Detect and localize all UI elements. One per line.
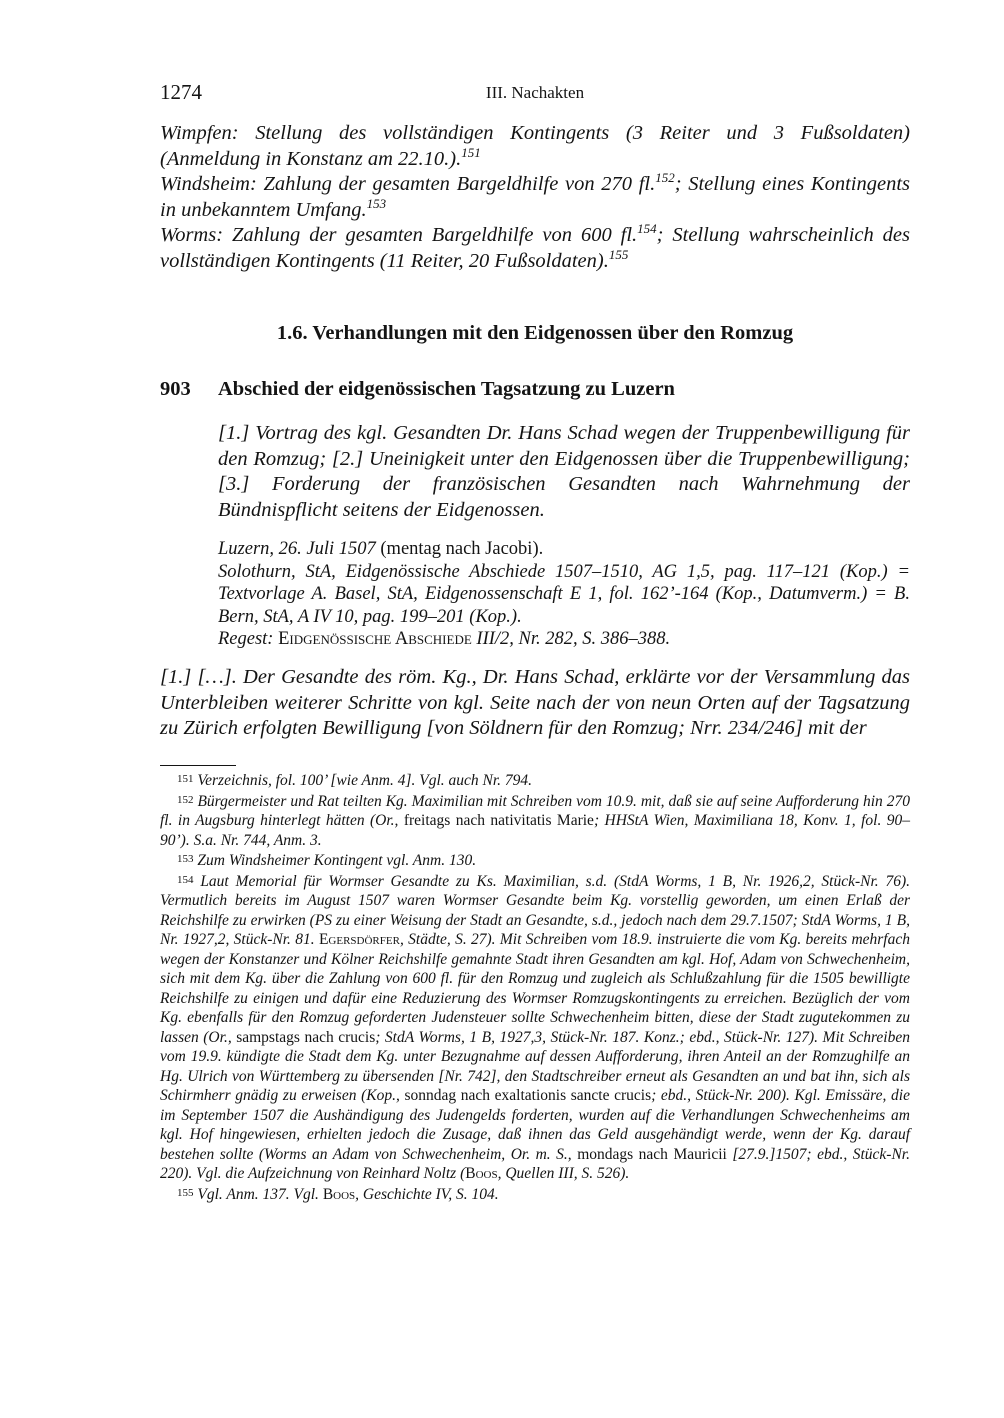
footnote-number: 152 [177, 793, 194, 806]
regest-rest: III/2, Nr. 282, S. 386–388. [471, 629, 671, 649]
date-line [218, 538, 910, 561]
footnote-ref[interactable]: 153 [366, 195, 387, 211]
entry-text: Worms: Zahlung der gesamten Bargeldhilfe von 600 fl. [160, 224, 638, 246]
footnote-quote: sonndag nach exaltationis sancte crucis [404, 1087, 652, 1104]
footnote-154 [160, 871, 910, 1184]
document-number: 903 [160, 378, 191, 400]
footnote-text: , Quellen III, S. 526). [497, 1165, 630, 1182]
entry-worms [160, 223, 910, 274]
document-summary: [1.] Vortrag des kgl. Gesandten Dr. Hans Schad wegen der Truppenbewilligung für den Romzug; [2.] Uneinigkeit unter den Eidgenossen über die Truppenbewilligung; [3.] Forderung der französischen Gesandten nach Wahrnehmung der Bündnispflicht seitens der Eidgenossen. [218, 422, 910, 521]
footnote-number: 153 [177, 853, 194, 865]
footnote-ref[interactable]: 154 [637, 221, 657, 237]
footnote-text: ; ebd., Stück-Nr. 200). Kgl. Emissäre, die im September 1507 die Aushändigung des Judengelds forderten, wurden auf die Verhandlungen Schwechenheims am kgl. Hof hingewiesen, erhielten jedoch die Zusage, daß ihnen das Geld ausgehändigt werde, wenn der Kg. darauf bestehen sollte (Worms an Adam von Schwechenheim, Or. m. S., [160, 1087, 910, 1163]
footnote-divider [160, 765, 236, 766]
city-entries [160, 121, 910, 274]
entry-text: Wimpfen: Stellung des vollständigen Kontingents (3 Reiter und 3 Fußsoldaten) (Anmeldung in Konstanz am 22.10.). [160, 122, 910, 170]
footnote-text: Vgl. Anm. 137. Vgl. [197, 1185, 323, 1203]
date-extra: (mentag nach Jacobi). [375, 539, 544, 559]
document-body: [1.] […]. Der Gesandte des röm. Kg., Dr. Hans Schad, erklärte vor der Versammlung das Unterbleiben weiterer Schritte von kgl. Seite nach der von neun Orten auf der Tagsatzung zu Zürich erfolgten Bewilligung [von Söldnern für den Romzug; Nrr. 234/246] mit der [160, 666, 910, 739]
footnote-quote: mondags nach Mauricii [577, 1145, 727, 1163]
source-apparatus [218, 538, 910, 651]
footnotes [160, 770, 910, 1204]
footnote-number: 151 [177, 773, 194, 785]
footnote-author: Egersdörfer [318, 931, 400, 948]
footnote-ref[interactable]: 151 [461, 144, 481, 160]
footnote-153 [160, 850, 910, 871]
footnote-text: Laut Memorial für Wormser Gesandte zu Ks. Maximilian, s.d. (StdA Worms, 1 B, Nr. 1926,2, Stück-Nr. 76). Vermutlich bereits im August 1507 waren Wormser Gesandte beim Kg. vorstellig geworden, um einen Erlaß der Reichshilfe zu erwirken (PS zu einer Weisung der Stadt an Gesandte, s.d., jedoch nach dem 29.7.1507; StdA Worms, 1 B, Nr. 1927,2, Stück-Nr. 81. [160, 872, 911, 948]
section-title: 1.6. Verhandlungen mit den Eidgenossen über den Romzug [276, 322, 794, 344]
footnote-text: , Städte, S. 27). Mit Schreiben vom 18.9. instruierte die vom Kg. bereits mehrfach wegen der Konstanzer und Kölner Reichshilfe gemahnte Stadt ihren Gesandten am kgl. Hof, Adam von Schwechenheim, sich mit dem Kg. über die Zahlung von 600 fl. für den Romzug und zugleich als Schlußzahlung für die 1505 bewilligte Reichshilfe zu einigen und dafür eine Reduzierung des Wormser Romzugskontingents zu erreichen. Bezüglich der vom Kg. ebenfalls für den Romzug geforderten Judensteuer sollte Schwechenheim bitten, diese der Stadt zugutekommen zu lassen (Or., [160, 931, 910, 1046]
footnote-text: Zum Windsheimer Kontingent vgl. Anm. 130. [197, 852, 477, 869]
footnote-text: Bürgermeister und Rat teilten Kg. Maximilian mit Schreiben vom 10.9. mit, daß sie auf seine Aufforderung hin 270 fl. in Augsburg hinterlegt hätten (Or., [160, 792, 910, 829]
page-number: 1274 [160, 80, 202, 104]
running-title: III. Nachakten [485, 83, 585, 102]
regest-work: Eidgenössische Abschiede [278, 629, 472, 649]
footnote-ref[interactable]: 152 [655, 170, 675, 186]
footnote-text: , Geschichte IV, S. 104. [355, 1185, 499, 1203]
document-heading [160, 378, 910, 401]
date-place: Luzern, 26. Juli 1507 [218, 539, 376, 559]
footnote-155 [160, 1184, 910, 1205]
entry-text: ; Stellung wahrscheinlich des vollständigen Kontingents (11 Reiter, 20 Fußsoldaten). [160, 224, 910, 272]
footnote-text: Verzeichnis, fol. 100’ [wie Anm. 4]. Vgl. auch Nr. 794. [197, 772, 533, 789]
footnote-author: Boos [322, 1185, 356, 1203]
footnote-ref[interactable]: 155 [608, 246, 629, 262]
footnote-number: 154 [177, 873, 194, 886]
entry-wimpfen [160, 121, 910, 172]
footnote-quote: freitags nach nativitatis Marie [403, 812, 594, 829]
footnote-151 [160, 770, 910, 791]
regest-line [218, 628, 910, 651]
entry-text: ; Stellung eines Kontingents in unbekanntem Umfang. [160, 173, 910, 221]
regest-label: Regest: [218, 629, 274, 649]
entry-text: Windsheim: Zahlung der gesamten Bargeldhilfe von 270 fl. [160, 173, 656, 195]
footnote-152 [160, 791, 910, 851]
footnote-text: [27.9.]1507; ebd., Stück-Nr. 220). Vgl. die Aufzeichnung von Reinhard Noltz ( [160, 1145, 910, 1182]
source-line: Solothurn, StA, Eidgenössische Abschiede 1507–1510, AG 1,5, pag. 117–121 (Kop.) = Textvorlage A. Basel, StA, Eidgenossenschaft E 1, fol. 162’-164 (Kop., Datumverm.) = B. Bern, StA, A IV 10, pag. 199–201 (Kop.). [218, 561, 910, 627]
footnote-text: ; HHStA Wien, Maximiliana 18, Konv. 1, fol. 90–90’). S.a. Nr. 744, Anm. 3. [160, 812, 910, 849]
footnote-text: ; StdA Worms, 1 B, 1927,3, Stück-Nr. 187. Konz.; ebd., Stück-Nr. 127). Mit Schreiben vom 19.9. kündigte die Stadt dem Kg. unter Bezugnahme auf dessen Aufforderung, ihren Anteil an der Romzughilfe an Hg. Ulrich von Württemberg zu übersenden [Nr. 742], den Stadtschreiber erneut als Gesandten an und bat ihn, sich als Schirmherr gnädig zu erweisen (Kop., [160, 1028, 910, 1104]
footnote-quote: sampstags nach crucis [236, 1028, 376, 1046]
footnote-number: 155 [177, 1186, 194, 1199]
document-title: Abschied der eidgenössischen Tagsatzung zu Luzern [218, 378, 675, 400]
footnote-author: Boos [465, 1165, 498, 1182]
entry-windsheim [160, 172, 910, 223]
